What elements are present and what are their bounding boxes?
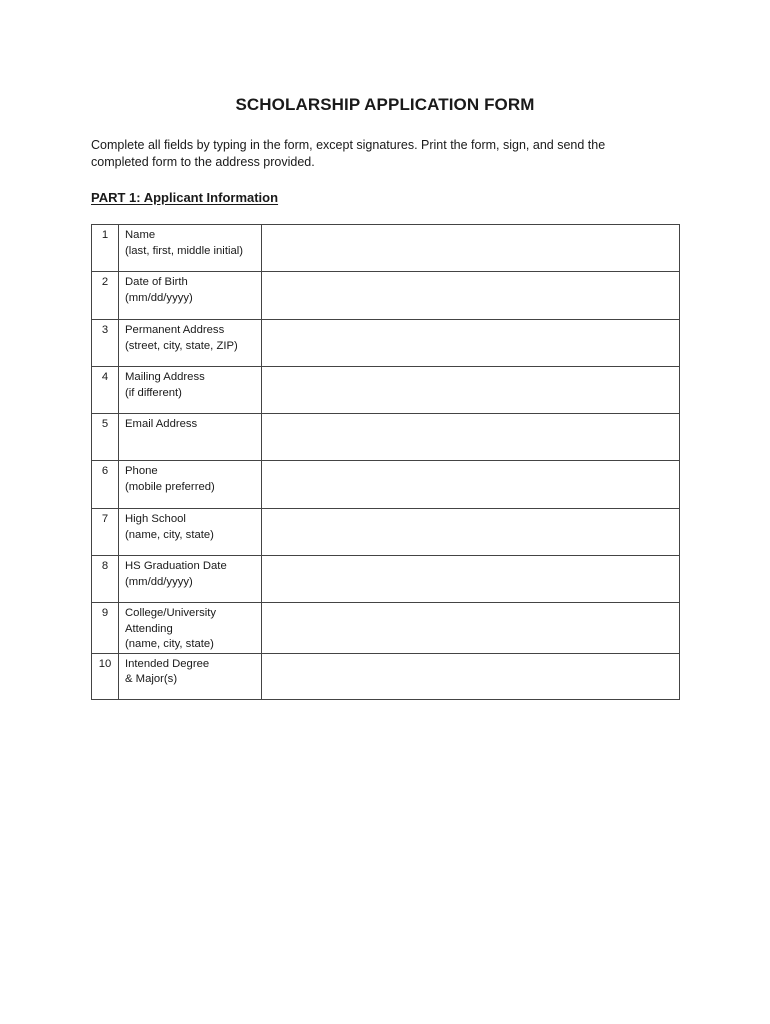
row-number: 8 <box>92 556 119 603</box>
label-line: (last, first, middle initial) <box>125 244 244 257</box>
label-line: College/University <box>125 607 217 619</box>
row-number: 1 <box>92 225 119 272</box>
row-number: 7 <box>92 509 119 556</box>
form-title: SCHOLARSHIP APPLICATION FORM <box>235 95 535 114</box>
permanent-address-field[interactable] <box>262 320 680 367</box>
label-line: (if different) <box>125 386 182 399</box>
row-number: 4 <box>92 367 119 414</box>
table-row <box>92 272 680 320</box>
row-label <box>119 509 262 556</box>
label-line: Phone <box>125 465 158 477</box>
table-row <box>92 461 680 509</box>
high-school-field[interactable] <box>262 509 680 556</box>
table-row <box>92 509 680 556</box>
table-row <box>92 653 680 699</box>
label-line: Name <box>125 229 156 241</box>
name-field[interactable] <box>262 225 680 272</box>
instructions-line-1: Complete all fields by typing in the form, except signatures. Print the form, sign, and send the <box>91 138 606 152</box>
label-line: (name, city, state) <box>125 638 214 651</box>
intended-degree-field[interactable] <box>262 653 680 699</box>
label-line: (mm/dd/yyyy) <box>125 291 193 304</box>
instructions-line-2: completed form to the address provided. <box>91 155 315 169</box>
form-instructions <box>91 137 681 171</box>
label-line: High School <box>125 513 186 525</box>
row-number: 10 <box>92 653 119 699</box>
label-line: & Major(s) <box>125 673 178 686</box>
label-line: Mailing Address <box>125 371 205 383</box>
row-label <box>119 320 262 367</box>
row-label <box>119 414 262 461</box>
row-label <box>119 272 262 320</box>
table-row <box>92 414 680 461</box>
row-number: 9 <box>92 603 119 654</box>
label-line: Attending <box>125 622 173 635</box>
row-label <box>119 461 262 509</box>
mailing-address-field[interactable] <box>262 367 680 414</box>
label-line: (street, city, state, ZIP) <box>125 339 238 352</box>
college-university-field[interactable] <box>262 603 680 654</box>
table-row <box>92 225 680 272</box>
row-number: 5 <box>92 414 119 461</box>
table-row <box>92 603 680 654</box>
table-row <box>92 320 680 367</box>
label-line: Email Address <box>125 418 198 430</box>
applicant-info-table <box>91 224 680 700</box>
part-1-heading: PART 1: Applicant Information <box>91 190 279 205</box>
row-number: 6 <box>92 461 119 509</box>
date-of-birth-field[interactable] <box>262 272 680 320</box>
row-number: 2 <box>92 272 119 320</box>
email-address-field[interactable] <box>262 414 680 461</box>
label-line: Intended Degree <box>125 657 210 670</box>
label-line: (name, city, state) <box>125 528 214 541</box>
row-number: 3 <box>92 320 119 367</box>
row-label <box>119 556 262 603</box>
row-label <box>119 367 262 414</box>
hs-graduation-date-field[interactable] <box>262 556 680 603</box>
row-label <box>119 225 262 272</box>
label-line: Permanent Address <box>125 324 225 336</box>
table-row <box>92 367 680 414</box>
label-line: Date of Birth <box>125 276 188 288</box>
phone-field[interactable] <box>262 461 680 509</box>
table-row <box>92 556 680 603</box>
label-line: (mobile preferred) <box>125 480 215 493</box>
row-label <box>119 653 262 699</box>
label-line: HS Graduation Date <box>125 560 227 572</box>
row-label <box>119 603 262 654</box>
label-line: (mm/dd/yyyy) <box>125 575 193 588</box>
